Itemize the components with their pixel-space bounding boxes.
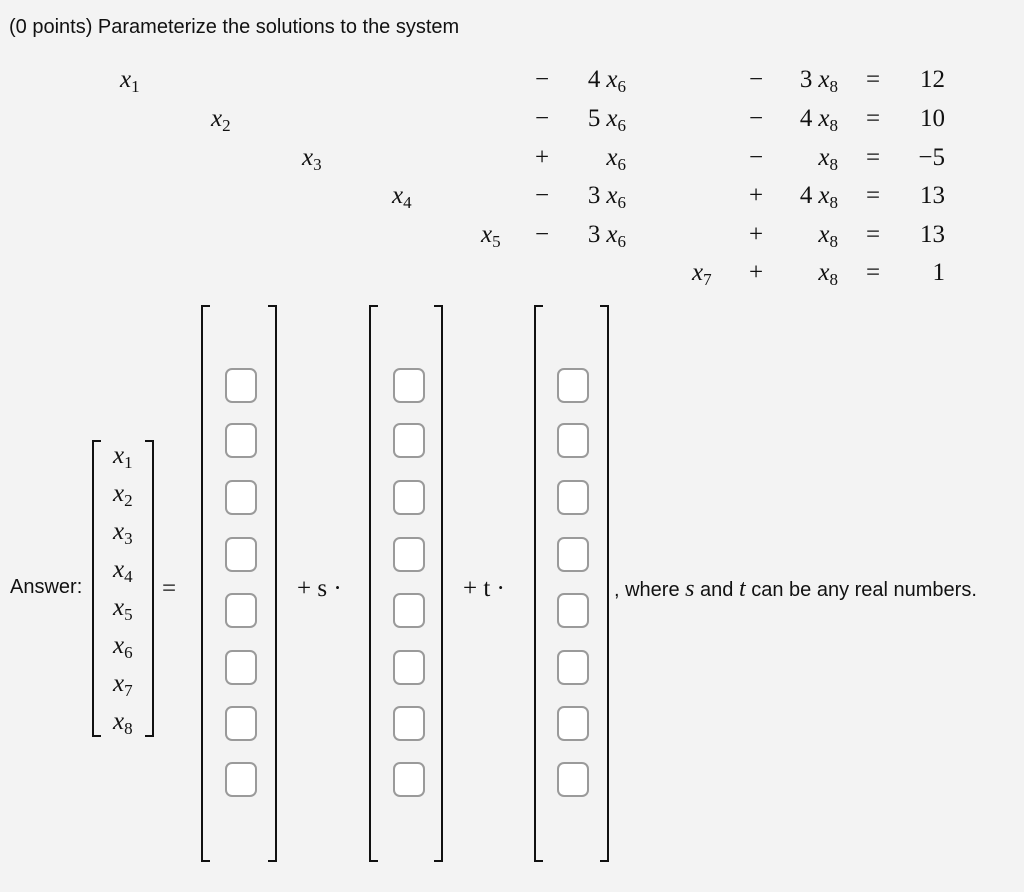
eq-row-1-lead-var-subscript: 1 — [131, 77, 140, 96]
lhs-x4-letter: x — [113, 556, 125, 583]
eq-row-1-x6-sign: − — [535, 66, 550, 93]
eq-row-5-lead-var-subscript: 5 — [492, 232, 501, 251]
eq-row-5-x6-var — [587, 221, 626, 251]
lhs-x8-letter: x — [113, 708, 125, 735]
tail-s: s — [685, 576, 695, 602]
eq-row-6-x8-var — [818, 259, 838, 289]
lhs-x7-subscript: 7 — [124, 681, 133, 700]
eq-row-4-equals: = — [866, 182, 881, 209]
eq-row-2-x8-var-letter: x — [818, 105, 830, 132]
eq-row-1-x6-var — [587, 66, 626, 96]
s-vector-left-bracket — [369, 305, 378, 862]
t-vector-right-bracket — [600, 305, 609, 862]
particular-vector-entry-5-input[interactable] — [225, 593, 257, 628]
eq-row-4-x8-sign: + — [749, 182, 764, 209]
eq-row-5-x6-coef: 3 — [587, 221, 601, 248]
s-vector-entry-4-input[interactable] — [393, 537, 425, 572]
eq-row-3-rhs: −5 — [918, 144, 945, 171]
eq-row-4-x6-var-letter: x — [606, 182, 618, 209]
eq-row-2-lead-var-subscript: 2 — [222, 116, 231, 135]
eq-row-1-lead-var-letter: x — [120, 66, 132, 93]
eq-row-6-rhs: 1 — [932, 259, 945, 286]
eq-row-2-x8-var — [799, 105, 838, 135]
eq-row-1-x6-var-subscript: 6 — [617, 77, 626, 96]
particular-vector-entry-7-input[interactable] — [225, 706, 257, 741]
eq-row-3-x8-var-letter: x — [818, 144, 830, 171]
particular-vector-entry-1-input[interactable] — [225, 368, 257, 403]
eq-row-4-x8-var-letter: x — [818, 182, 830, 209]
eq-row-1-x8-var-letter: x — [818, 66, 830, 93]
t-vector-entry-4-input[interactable] — [557, 537, 589, 572]
eq-row-6-x7-var — [692, 259, 712, 289]
particular-vector-entry-6-input[interactable] — [225, 650, 257, 685]
eq-row-6-x8-var-letter: x — [818, 259, 830, 286]
eq-row-3-lead-var — [302, 144, 322, 174]
eq-row-6-x7-var-subscript: 7 — [703, 270, 712, 289]
eq-row-2-lead-var — [211, 105, 231, 135]
lhs-x3 — [113, 518, 133, 548]
t-vector-entry-6-input[interactable] — [557, 650, 589, 685]
particular-vector-right-bracket — [268, 305, 277, 862]
eq-row-2-x6-var — [587, 105, 626, 135]
eq-row-5-x8-var — [818, 221, 838, 251]
s-vector-entry-7-input[interactable] — [393, 706, 425, 741]
lhs-x5-subscript: 5 — [124, 605, 133, 624]
eq-row-3-x6-var-letter: x — [606, 144, 618, 171]
eq-row-3-x8-var — [818, 144, 838, 174]
tail-and: and — [694, 579, 739, 601]
eq-row-4-lead-var-subscript: 4 — [403, 193, 412, 212]
lhs-x4 — [113, 556, 133, 586]
lhs-x2-letter: x — [113, 480, 125, 507]
lhs-x5 — [113, 594, 133, 624]
lhs-x3-letter: x — [113, 518, 125, 545]
eq-row-6-equals: = — [866, 259, 881, 286]
lhs-x7 — [113, 670, 133, 700]
eq-row-5-lead-var-letter: x — [481, 221, 493, 248]
eq-row-5-x6-var-letter: x — [606, 221, 618, 248]
lhs-x8 — [113, 708, 133, 738]
eq-row-2-x6-var-letter: x — [606, 105, 618, 132]
eq-row-2-x8-var-subscript: 8 — [829, 116, 838, 135]
lhs-x2-subscript: 2 — [124, 491, 133, 510]
lhs-x2 — [113, 480, 133, 510]
particular-vector-entry-8-input[interactable] — [225, 762, 257, 797]
eq-row-5-rhs: 13 — [920, 221, 945, 248]
eq-row-5-x6-sign: − — [535, 221, 550, 248]
eq-row-1-x8-coef: 3 — [799, 66, 813, 93]
eq-row-3-x6-sign: + — [535, 144, 550, 171]
eq-row-5-x8-sign: + — [749, 221, 764, 248]
eq-row-4-x6-var-subscript: 6 — [617, 193, 626, 212]
t-vector-entry-7-input[interactable] — [557, 706, 589, 741]
eq-row-4-x8-var — [799, 182, 838, 212]
lhs-x5-letter: x — [113, 594, 125, 621]
eq-row-6-x8-sign: + — [749, 259, 764, 286]
eq-row-2-x8-coef: 4 — [799, 105, 813, 132]
eq-row-3-x6-var-subscript: 6 — [617, 155, 626, 174]
eq-row-1-x6-var-letter: x — [606, 66, 618, 93]
eq-row-4-x6-var — [587, 182, 626, 212]
lhs-x6-subscript: 6 — [124, 643, 133, 662]
answer-tail-text — [614, 576, 977, 603]
eq-row-3-lead-var-subscript: 3 — [313, 155, 322, 174]
eq-row-4-x8-coef: 4 — [799, 182, 813, 209]
eq-row-5-equals: = — [866, 221, 881, 248]
plus-s-dot: + s · — [297, 575, 342, 602]
s-vector-entry-5-input[interactable] — [393, 593, 425, 628]
eq-row-5-x8-var-letter: x — [818, 221, 830, 248]
eq-row-2-x8-sign: − — [749, 105, 764, 132]
eq-row-3-x6-var — [606, 144, 626, 174]
lhs-x4-subscript: 4 — [124, 567, 133, 586]
eq-row-6-x7-var-letter: x — [692, 259, 704, 286]
eq-row-4-lead-var — [392, 182, 412, 212]
eq-row-5-x8-var-subscript: 8 — [829, 232, 838, 251]
lhs-x3-subscript: 3 — [124, 529, 133, 548]
eq-row-1-equals: = — [866, 66, 881, 93]
lhs-left-bracket — [92, 440, 101, 737]
eq-row-1-x8-var — [799, 66, 838, 96]
eq-row-4-rhs: 13 — [920, 182, 945, 209]
lhs-x7-letter: x — [113, 670, 125, 697]
s-vector-entry-6-input[interactable] — [393, 650, 425, 685]
eq-row-2-x6-sign: − — [535, 105, 550, 132]
eq-row-5-x6-var-subscript: 6 — [617, 232, 626, 251]
eq-row-4-x8-var-subscript: 8 — [829, 193, 838, 212]
eq-row-2-x6-var-subscript: 6 — [617, 116, 626, 135]
tail-t: t — [738, 576, 746, 602]
s-vector-entry-8-input[interactable] — [393, 762, 425, 797]
plus-t-dot: + t · — [463, 575, 505, 602]
eq-row-4-lead-var-letter: x — [392, 182, 404, 209]
eq-row-2-rhs: 10 — [920, 105, 945, 132]
eq-row-6-x8-var-subscript: 8 — [829, 270, 838, 289]
answer-equals: = — [162, 575, 177, 602]
particular-vector-entry-2-input[interactable] — [225, 423, 257, 458]
eq-row-2-lead-var-letter: x — [211, 105, 223, 132]
t-vector-entry-5-input[interactable] — [557, 593, 589, 628]
eq-row-4-x6-sign: − — [535, 182, 550, 209]
answer-label: Answer: — [10, 576, 83, 598]
tail-prefix: , where — [614, 579, 686, 601]
eq-row-2-equals: = — [866, 105, 881, 132]
t-vector-entry-8-input[interactable] — [557, 762, 589, 797]
lhs-x1-letter: x — [113, 442, 125, 469]
particular-vector-entry-3-input[interactable] — [225, 480, 257, 515]
eq-row-3-x8-var-subscript: 8 — [829, 155, 838, 174]
s-vector-entry-2-input[interactable] — [393, 423, 425, 458]
lhs-x8-subscript: 8 — [124, 719, 133, 738]
t-vector-left-bracket — [534, 305, 543, 862]
tail-suffix: can be any real numbers. — [745, 579, 977, 601]
t-vector-entry-1-input[interactable] — [557, 368, 589, 403]
lhs-x1 — [113, 442, 133, 472]
lhs-x6 — [113, 632, 133, 662]
t-vector-entry-2-input[interactable] — [557, 423, 589, 458]
s-vector-entry-1-input[interactable] — [393, 368, 425, 403]
eq-row-1-lead-var — [120, 66, 140, 96]
eq-row-1-x8-sign: − — [749, 66, 764, 93]
lhs-x6-letter: x — [113, 632, 125, 659]
eq-row-1-x6-coef: 4 — [587, 66, 601, 93]
eq-row-1-rhs: 12 — [920, 66, 945, 93]
lhs-right-bracket — [145, 440, 154, 737]
s-vector-right-bracket — [434, 305, 443, 862]
particular-vector-left-bracket — [201, 305, 210, 862]
eq-row-3-lead-var-letter: x — [302, 144, 314, 171]
eq-row-5-lead-var — [481, 221, 501, 251]
particular-vector-entry-4-input[interactable] — [225, 537, 257, 572]
problem-title: (0 points) Parameterize the solutions to the system — [9, 16, 460, 38]
eq-row-3-equals: = — [866, 144, 881, 171]
eq-row-1-x8-var-subscript: 8 — [829, 77, 838, 96]
lhs-x1-subscript: 1 — [124, 453, 133, 472]
eq-row-2-x6-coef: 5 — [587, 105, 601, 132]
s-vector-entry-3-input[interactable] — [393, 480, 425, 515]
eq-row-3-x8-sign: − — [749, 144, 764, 171]
t-vector-entry-3-input[interactable] — [557, 480, 589, 515]
eq-row-4-x6-coef: 3 — [587, 182, 601, 209]
